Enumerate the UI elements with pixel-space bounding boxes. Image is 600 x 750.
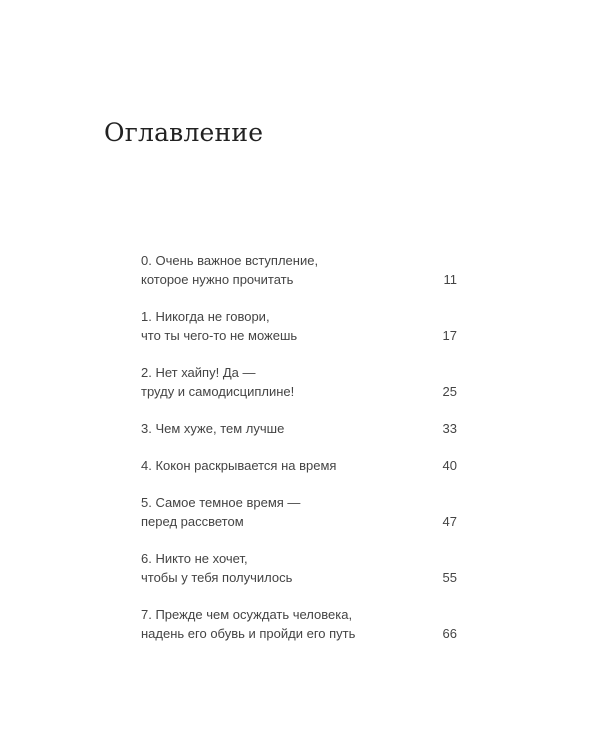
toc-entry-1 [141, 307, 457, 345]
toc-page-number: 11 [443, 272, 457, 287]
toc-entry-title-line: перед рассветом [141, 514, 244, 529]
table-of-contents [141, 251, 457, 661]
toc-entry-title-line: чтобы у тебя получилось [141, 570, 293, 585]
toc-entry-title-line: 6. Никто не хочет, [141, 551, 248, 566]
toc-entry-title-line: труду и самодисциплине! [141, 384, 295, 399]
toc-entry-title-line: 2. Нет хайпу! Да — [141, 365, 256, 380]
toc-entry-title-line: 0. Очень важное вступление, [141, 253, 319, 268]
toc-entry-7 [141, 605, 457, 643]
toc-page-number: 17 [442, 328, 457, 343]
toc-page-number: 40 [442, 458, 457, 473]
toc-page-number: 25 [442, 384, 457, 399]
toc-entry-title-line: 5. Самое темное время — [141, 495, 301, 510]
toc-entry-title-line: 4. Кокон раскрывается на время [141, 458, 337, 473]
toc-entry-title-line: которое нужно прочитать [141, 272, 294, 287]
toc-entry-title-line: 3. Чем хуже, тем лучше [141, 421, 285, 436]
toc-entry-2 [141, 363, 457, 401]
toc-entry-title-line: надень его обувь и пройди его путь [141, 626, 356, 641]
toc-entry-title-line: 1. Никогда не говори, [141, 309, 270, 324]
toc-entry-6 [141, 549, 457, 587]
toc-entry-title-line: что ты чего-то не можешь [141, 328, 298, 343]
toc-page-number: 47 [442, 514, 457, 529]
toc-entry-3 [141, 419, 457, 438]
toc-page-number: 66 [442, 626, 457, 641]
toc-page-number: 55 [442, 570, 457, 585]
toc-entry-0 [141, 251, 457, 289]
page-title: Оглавление [104, 118, 264, 147]
toc-entry-4 [141, 456, 457, 475]
toc-entry-title-line: 7. Прежде чем осуждать человека, [141, 607, 353, 622]
toc-entry-5 [141, 493, 457, 531]
toc-page-number: 33 [442, 421, 457, 436]
